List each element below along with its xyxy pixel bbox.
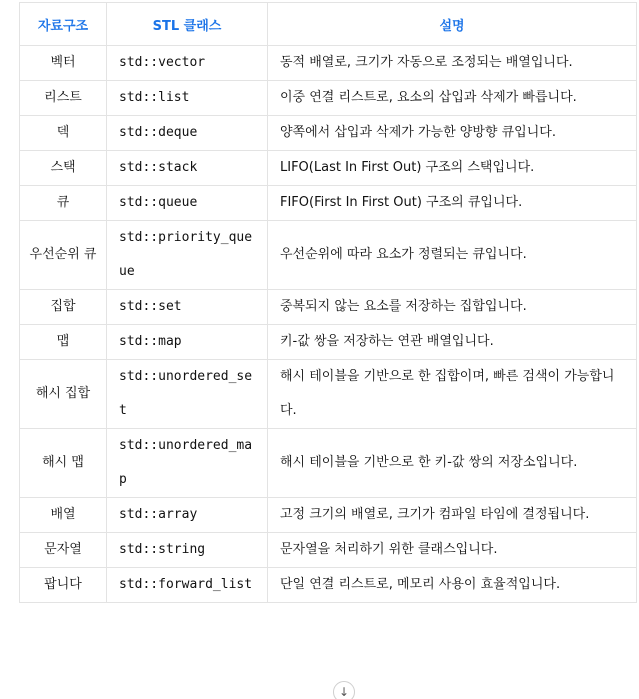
cell-stl-class: std::list xyxy=(107,81,268,116)
table-row xyxy=(20,429,637,498)
cell-stl-class: std::string xyxy=(107,533,268,568)
table-row xyxy=(20,325,637,360)
header-stl-class: STL 클래스 xyxy=(107,3,268,46)
cell-description: 우선순위에 따라 요소가 정렬되는 큐입니다. xyxy=(268,221,637,290)
table-row xyxy=(20,151,637,186)
cell-data-structure: 집합 xyxy=(20,290,107,325)
cell-stl-class: std::array xyxy=(107,498,268,533)
cell-data-structure: 큐 xyxy=(20,186,107,221)
table-row xyxy=(20,186,637,221)
cell-data-structure: 스택 xyxy=(20,151,107,186)
cell-description: 이중 연결 리스트로, 요소의 삽입과 삭제가 빠릅니다. xyxy=(268,81,637,116)
arrow-down-icon: ↓ xyxy=(338,685,350,699)
cell-description: FIFO(First In First Out) 구조의 큐입니다. xyxy=(268,186,637,221)
table-row xyxy=(20,221,637,290)
cell-data-structure: 해시 집합 xyxy=(20,360,107,429)
header-description: 설명 xyxy=(268,3,637,46)
cell-description: LIFO(Last In First Out) 구조의 스택입니다. xyxy=(268,151,637,186)
cell-stl-class: std::deque xyxy=(107,116,268,151)
table-row xyxy=(20,290,637,325)
cell-data-structure: 문자열 xyxy=(20,533,107,568)
table-row xyxy=(20,533,637,568)
cell-stl-class: std::unordered_map xyxy=(107,429,268,498)
table-header xyxy=(20,3,637,46)
cell-data-structure: 우선순위 큐 xyxy=(20,221,107,290)
cell-description: 해시 테이블을 기반으로 한 키-값 쌍의 저장소입니다. xyxy=(268,429,637,498)
cell-description: 문자열을 처리하기 위한 클래스입니다. xyxy=(268,533,637,568)
table-row xyxy=(20,116,637,151)
cell-data-structure: 덱 xyxy=(20,116,107,151)
cell-description: 동적 배열로, 크기가 자동으로 조정되는 배열입니다. xyxy=(268,46,637,81)
scroll-down-button[interactable] xyxy=(333,681,355,699)
cell-description: 고정 크기의 배열로, 크기가 컴파일 타임에 결정됩니다. xyxy=(268,498,637,533)
header-data-structure: 자료구조 xyxy=(20,3,107,46)
cell-stl-class: std::vector xyxy=(107,46,268,81)
cell-data-structure: 배열 xyxy=(20,498,107,533)
cell-data-structure: 팝니다 xyxy=(20,568,107,603)
cell-data-structure: 해시 맵 xyxy=(20,429,107,498)
cell-stl-class: std::map xyxy=(107,325,268,360)
cell-description: 양쪽에서 삽입과 삭제가 가능한 양방향 큐입니다. xyxy=(268,116,637,151)
table-row xyxy=(20,568,637,603)
cell-stl-class: std::forward_list xyxy=(107,568,268,603)
table-row xyxy=(20,46,637,81)
cell-stl-class: std::set xyxy=(107,290,268,325)
table-row xyxy=(20,498,637,533)
cell-stl-class: std::queue xyxy=(107,186,268,221)
table-row xyxy=(20,81,637,116)
cell-description: 키-값 쌍을 저장하는 연관 배열입니다. xyxy=(268,325,637,360)
cell-description: 단일 연결 리스트로, 메모리 사용이 효율적입니다. xyxy=(268,568,637,603)
table-body xyxy=(20,46,637,603)
header-row xyxy=(20,3,637,46)
cell-stl-class: std::stack xyxy=(107,151,268,186)
cell-stl-class: std::priority_queue xyxy=(107,221,268,290)
table-row xyxy=(20,360,637,429)
stl-table xyxy=(19,2,637,603)
cell-description: 중복되지 않는 요소를 저장하는 집합입니다. xyxy=(268,290,637,325)
cell-data-structure: 맵 xyxy=(20,325,107,360)
cell-stl-class: std::unordered_set xyxy=(107,360,268,429)
cell-data-structure: 벡터 xyxy=(20,46,107,81)
cell-description: 해시 테이블을 기반으로 한 집합이며, 빠른 검색이 가능합니다. xyxy=(268,360,637,429)
cell-data-structure: 리스트 xyxy=(20,81,107,116)
